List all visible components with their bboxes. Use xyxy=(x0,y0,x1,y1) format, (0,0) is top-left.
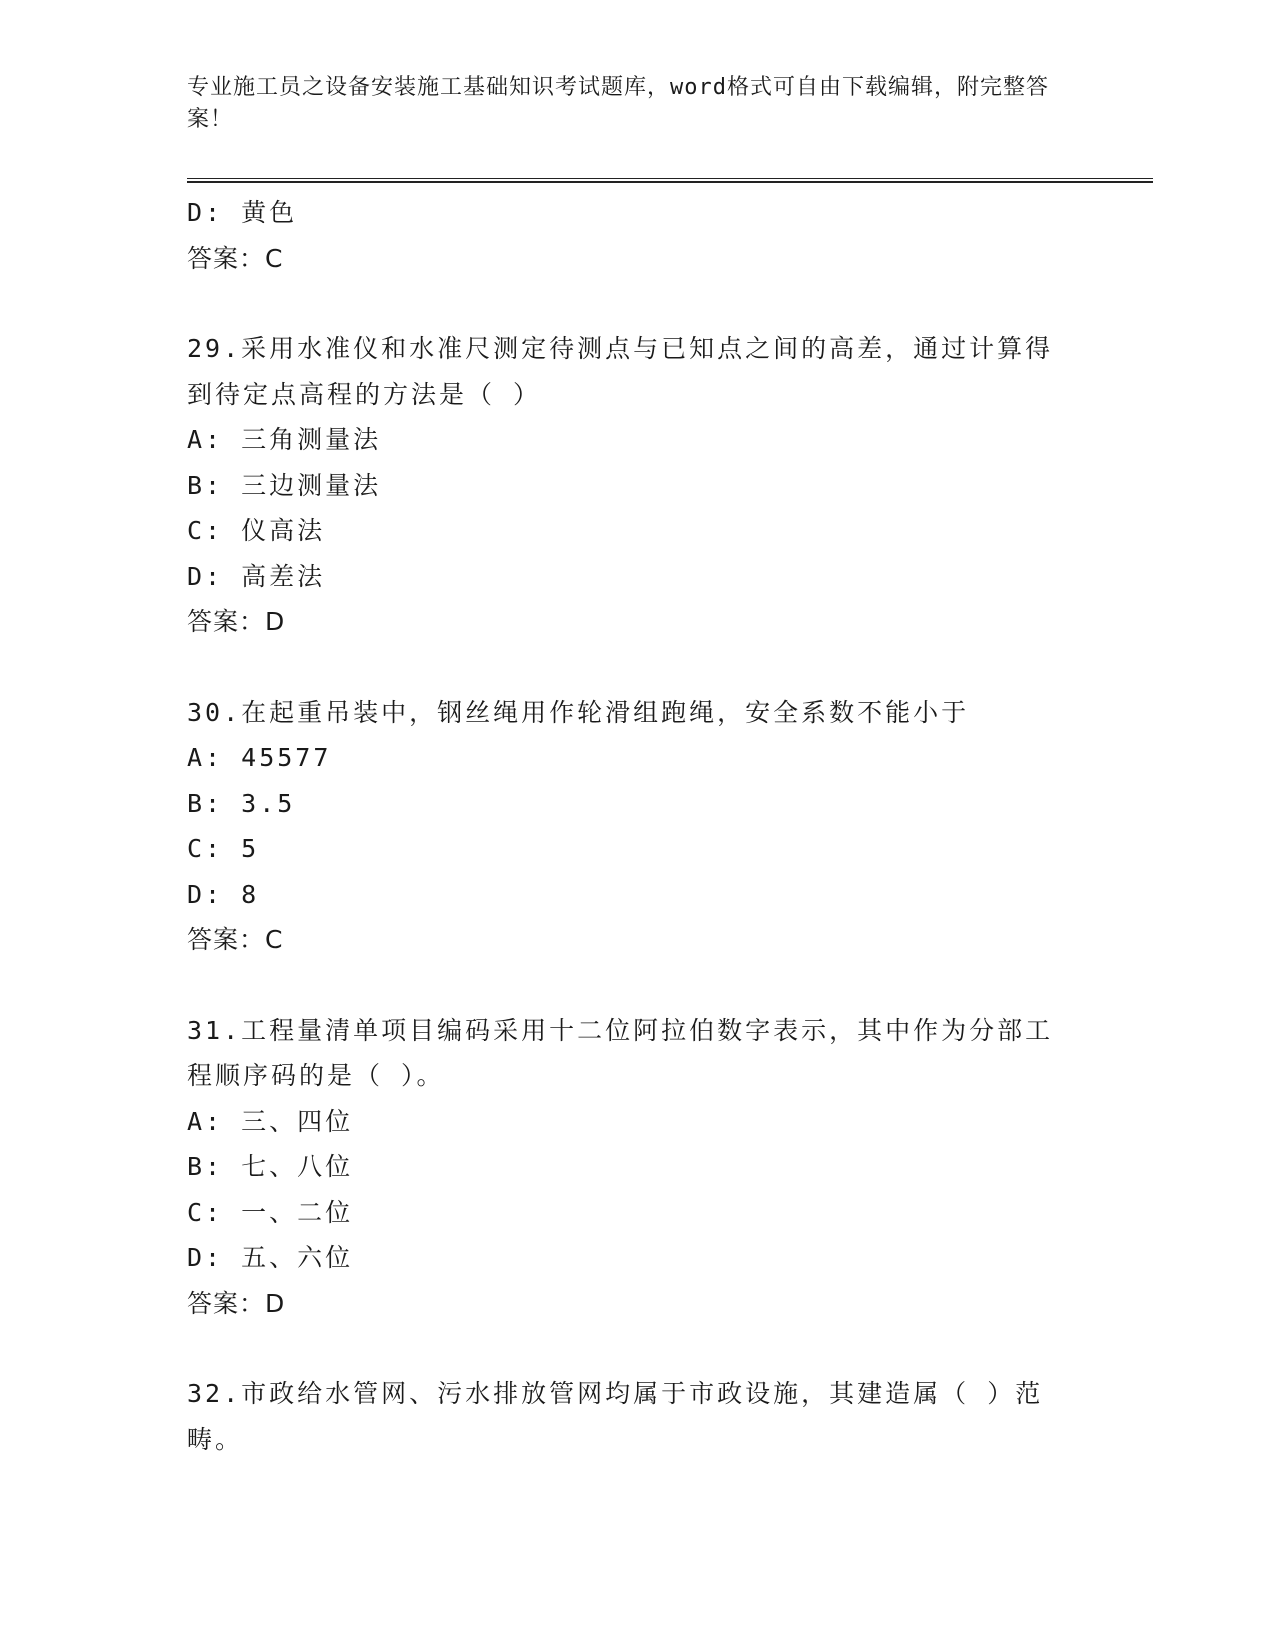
question-text: 29.采用水准仪和水准尺测定待测点与已知点之间的高差，通过计算得到待定点高程的方法是（ ） xyxy=(187,334,1054,409)
question-list xyxy=(187,190,1087,1462)
option-b: B: 3.5 xyxy=(187,788,296,818)
option-c: C: 仪高法 xyxy=(187,516,326,545)
option-d: D: 高差法 xyxy=(187,561,326,591)
question-31 xyxy=(187,1008,1087,1327)
previous-question-tail xyxy=(187,190,1087,281)
header-divider xyxy=(187,178,1153,183)
answer-line: 答案：C xyxy=(187,243,284,273)
option-d: D: 8 xyxy=(187,879,260,909)
option-a: A: 三、四位 xyxy=(187,1106,354,1136)
question-text: 32.市政给水管网、污水排放管网均属于市政设施，其建造属（ ）范畴。 xyxy=(187,1379,1044,1454)
answer-line: 答案：D xyxy=(187,1288,286,1318)
document-header: 专业施工员之设备安装施工基础知识考试题库，word格式可自由下载编辑，附完整答案！ xyxy=(187,75,1049,132)
option-a: A: 三角测量法 xyxy=(187,425,382,454)
option-b: B: 三边测量法 xyxy=(187,470,382,500)
question-32 xyxy=(187,1371,1087,1462)
option-b: B: 七、八位 xyxy=(187,1152,354,1181)
option-a: A: 45577 xyxy=(187,743,332,772)
option-c: C: 5 xyxy=(187,834,260,863)
option-d: D: 黄色 xyxy=(187,198,298,227)
question-30 xyxy=(187,690,1087,963)
answer-line: 答案：D xyxy=(187,607,286,636)
answer-line: 答案：C xyxy=(187,925,284,954)
option-d: D: 五、六位 xyxy=(187,1243,354,1272)
option-c: C: 一、二位 xyxy=(187,1197,354,1227)
question-29 xyxy=(187,326,1087,645)
question-text: 31.工程量清单项目编码采用十二位阿拉伯数字表示，其中作为分部工程顺序码的是（ ）。 xyxy=(187,1015,1054,1090)
question-text: 30.在起重吊装中，钢丝绳用作轮滑组跑绳，安全系数不能小于 xyxy=(187,697,970,727)
